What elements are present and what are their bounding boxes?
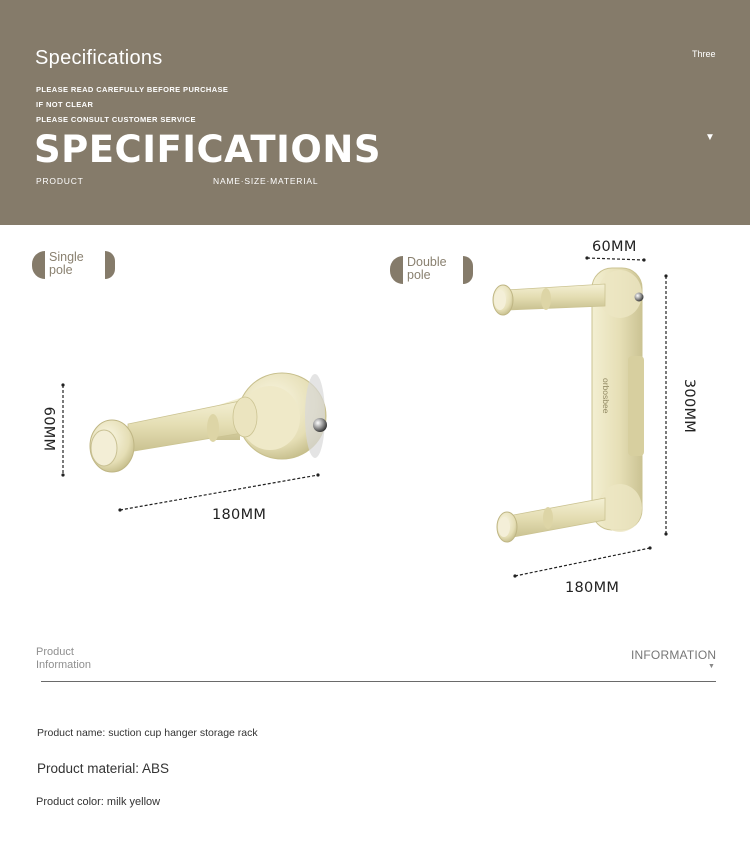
banner-title: Specifications [35, 47, 163, 69]
double-width-label: 60MM [592, 239, 637, 255]
product-information-label [36, 646, 91, 672]
upper-rod-ring [541, 288, 551, 310]
single-height-label: 60MM [40, 406, 57, 452]
divider [41, 681, 716, 682]
brand-logo: orbosbee [601, 378, 611, 414]
rod [128, 400, 248, 452]
double-height-label: 300MM [681, 378, 698, 434]
banner-line-3: PLEASE CONSULT CUSTOMER SERVICE [36, 115, 196, 124]
upper-end-cap-face [494, 290, 506, 310]
triangle-down-icon: ▼ [708, 663, 715, 670]
banner-line-2: IF NOT CLEAR [36, 100, 94, 109]
single-tag-line-1: Single [49, 250, 84, 264]
lower-rod-ring [543, 507, 553, 529]
metal-knob [635, 293, 644, 302]
lower-end-cap-face [498, 517, 510, 537]
double-length-line [515, 548, 650, 576]
double-tag-line-2: pole [407, 268, 431, 282]
single-length-line [120, 475, 318, 510]
end-cap-face [91, 430, 117, 466]
single-tag-line-2: pole [49, 263, 73, 277]
double-pole-hanger [493, 268, 644, 542]
info-label-line-1: Product [36, 646, 74, 658]
banner-corner-text: Three [692, 49, 716, 59]
single-pole-hanger [90, 373, 327, 472]
product-name: Product name: suction cup hanger storage rack [37, 727, 258, 739]
product-color: Product color: milk yellow [36, 796, 161, 808]
upper-rod [506, 284, 605, 310]
suction-cup-rim [305, 374, 325, 458]
rod-joint [233, 397, 257, 437]
rod-ring [207, 414, 219, 442]
banner-heading: SPECIFICATIONS [34, 128, 381, 171]
triangle-down-icon: ▼ [705, 132, 715, 143]
single-length-label: 180MM [212, 507, 267, 523]
double-length-label: 180MM [565, 580, 620, 596]
banner-product-label: PRODUCT [36, 176, 84, 186]
back-plate-ridge [628, 356, 644, 456]
lower-rod [508, 498, 605, 538]
product-material: Product material: ABS [37, 761, 170, 776]
double-width-line [587, 258, 644, 260]
banner-line-1: PLEASE READ CAREFULLY BEFORE PURCHASE [36, 85, 229, 94]
banner-name-size-material: NAME·SIZE·MATERIAL [213, 176, 319, 186]
information-heading: INFORMATION [631, 648, 717, 662]
double-tag-line-1: Double [407, 255, 447, 269]
metal-knob [313, 418, 327, 432]
info-label-line-2: Information [36, 659, 92, 671]
